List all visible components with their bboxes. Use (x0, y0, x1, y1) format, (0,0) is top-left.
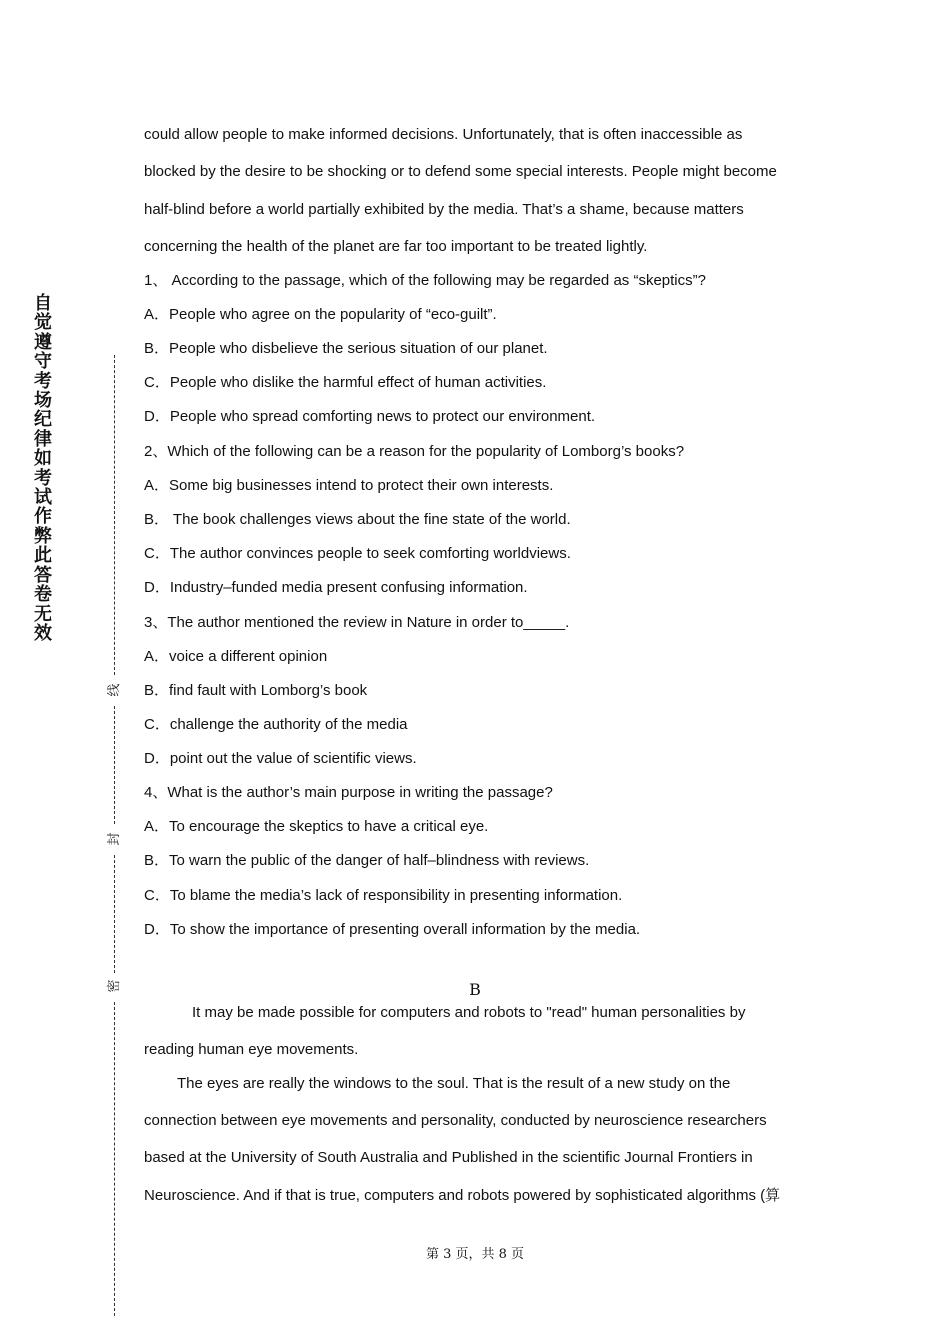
question-3-option-c: C．challenge the authority of the media (144, 716, 408, 733)
passage-line: could allow people to make informed decisions. Unfortunately, that is often inaccessible as (144, 126, 743, 143)
seal-dashed-line (114, 855, 115, 973)
seal-dashed-line (114, 1002, 115, 1316)
passage-line: concerning the health of the planet are far too important to be treated lightly. (144, 238, 648, 255)
section-b-paragraph-line: The eyes are really the windows to the soul. That is the result of a new study on the (177, 1075, 731, 1092)
question-3-option-a: A．voice a different opinion (144, 648, 328, 665)
question-1-option-b: B．People who disbelieve the serious situation of our planet. (144, 340, 548, 357)
question-4-stem: 4、What is the author’s main purpose in writing the passage? (144, 784, 553, 801)
question-2-option-b: B． The book challenges views about the fine state of the world. (144, 511, 571, 528)
question-3-option-d: D．point out the value of scientific views. (144, 750, 417, 767)
question-1-stem: 1、 According to the passage, which of the following may be regarded as “skeptics”? (144, 272, 706, 289)
page-number: 第 3 页，共 8 页 (425, 1247, 525, 1262)
question-4-option-c: C．To blame the media’s lack of responsibility in presenting information. (144, 887, 623, 904)
section-b-paragraph-line: connection between eye movements and personality, conducted by neuroscience researchers (144, 1112, 767, 1129)
section-b-intro-line: reading human eye movements. (144, 1041, 359, 1058)
passage-line: half-blind before a world partially exhibited by the media. That’s a shame, because matters (144, 201, 744, 218)
exam-discipline-notice: 自觉遵守考场纪律如考试作弊此答卷无效 (34, 293, 52, 644)
question-2-option-d: D．Industry–funded media present confusing information. (144, 579, 528, 596)
question-4-option-d: D．To show the importance of presenting overall information by the media. (144, 921, 641, 938)
seal-char-xian: 线 (106, 681, 124, 699)
question-4-option-b: B．To warn the public of the danger of half–blindness with reviews. (144, 852, 590, 869)
question-2-stem: 2、Which of the following can be a reason for the popularity of Lomborg’s books? (144, 443, 685, 460)
section-b-title: B (469, 980, 481, 999)
question-2-option-a: A．Some big businesses intend to protect their own interests. (144, 477, 554, 494)
seal-char-mi: 密 (106, 977, 124, 995)
question-1-option-d: D．People who spread comforting news to protect our environment. (144, 408, 596, 425)
seal-char-feng: 封 (106, 830, 124, 848)
question-3-option-b: B．find fault with Lomborg’s book (144, 682, 368, 699)
passage-line: blocked by the desire to be shocking or to defend some special interests. People might become (144, 163, 777, 180)
question-2-option-c: C．The author convinces people to seek comforting worldviews. (144, 545, 571, 562)
section-b-paragraph-line: Neuroscience. And if that is true, computers and robots powered by sophisticated algorithms (算 (144, 1187, 781, 1204)
section-b-intro-line: It may be made possible for computers and robots to "read" human personalities by (192, 1004, 746, 1021)
section-b-paragraph-line: based at the University of South Australia and Published in the scientific Journal Frontiers in (144, 1149, 753, 1166)
seal-dashed-line (114, 355, 115, 675)
question-1-option-a: A．People who agree on the popularity of “eco-guilt”. (144, 306, 497, 323)
question-1-option-c: C．People who dislike the harmful effect of human activities. (144, 374, 547, 391)
question-3-stem: 3、The author mentioned the review in Nature in order to_____. (144, 614, 570, 631)
question-4-option-a: A．To encourage the skeptics to have a critical eye. (144, 818, 489, 835)
seal-dashed-line (114, 706, 115, 824)
